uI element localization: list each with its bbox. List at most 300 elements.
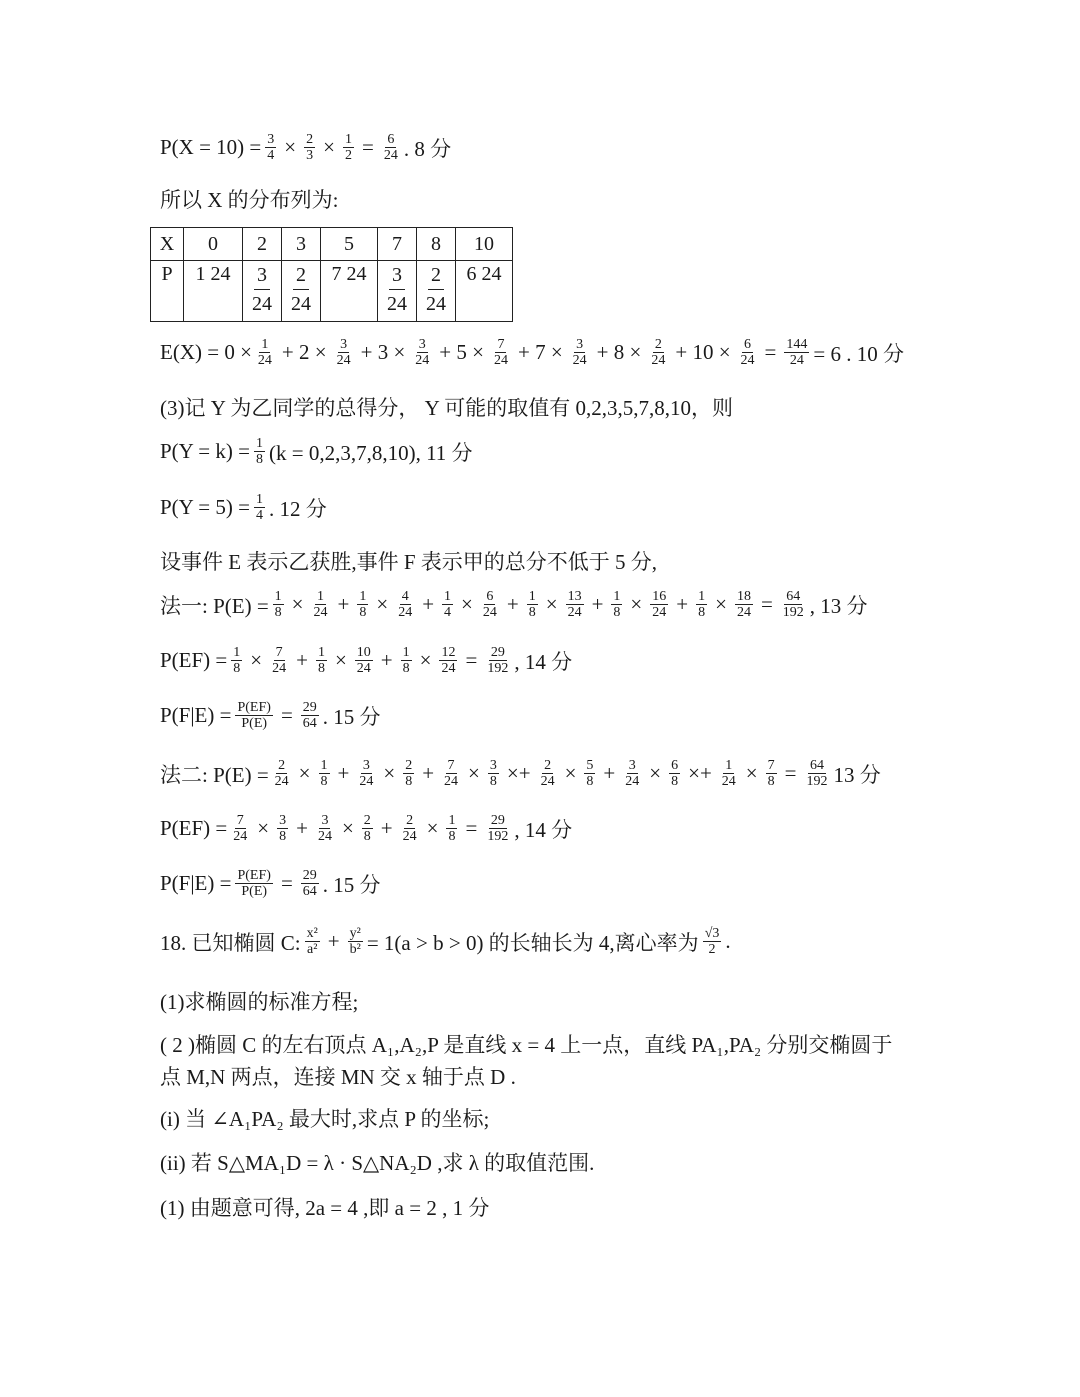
operator: + 2 ×: [281, 340, 327, 364]
q18-pre: 18. 已知椭圆 C:: [160, 930, 301, 955]
cell: P: [151, 261, 184, 322]
num: 2: [428, 261, 444, 290]
tail: , 13 分: [809, 593, 868, 618]
operator: ×: [383, 761, 396, 785]
times: ×: [323, 135, 335, 159]
fraction: [254, 492, 265, 523]
times: ×: [715, 592, 727, 616]
lhs: 法一: P(E) =: [160, 593, 269, 618]
den: 8: [359, 605, 367, 620]
den: 192: [782, 605, 804, 620]
cell: [282, 261, 321, 322]
den: P(E): [241, 884, 268, 899]
den: 8: [317, 661, 325, 676]
num: 2: [544, 758, 552, 773]
num: x²: [306, 926, 318, 941]
num: 3: [418, 337, 426, 352]
fraction: [720, 758, 738, 789]
cell: 7 24: [321, 261, 378, 322]
den: 24: [313, 605, 328, 620]
cell: 0: [184, 228, 243, 261]
fraction: [301, 700, 319, 731]
equals: =: [280, 703, 293, 727]
den: 24: [651, 353, 666, 368]
den: 24: [398, 605, 413, 620]
lhs: P(EF) =: [160, 816, 228, 840]
operator: +: [337, 761, 350, 785]
method1-pfe: [160, 700, 381, 731]
den: 24: [740, 353, 755, 368]
times: ×: [630, 592, 643, 616]
fraction: [485, 813, 510, 844]
operator: ×+: [506, 761, 531, 785]
num: 29: [490, 813, 505, 828]
den: 4: [444, 605, 452, 620]
num: 1: [261, 337, 269, 352]
fraction: [766, 758, 777, 789]
den: 24: [272, 661, 287, 676]
cell: X: [151, 228, 184, 261]
num: 3: [489, 758, 497, 773]
num: 6: [387, 132, 395, 147]
den: 24: [387, 293, 407, 315]
fraction: [316, 813, 334, 844]
den: 192: [487, 829, 509, 844]
method2-pef: [160, 813, 572, 844]
fraction: [571, 337, 589, 368]
num: 2: [406, 813, 414, 828]
q18-solution-text: (1) 由题意可得, 2a = 4 ,即 a = 2 , 1 分: [160, 1196, 490, 1220]
num: 3: [267, 132, 275, 147]
num: 64: [786, 589, 801, 604]
cell: 10: [456, 228, 513, 261]
distribution-table: [150, 227, 513, 322]
fraction: [235, 868, 272, 899]
den: 2: [344, 148, 352, 163]
fraction: [584, 758, 595, 789]
num: 6: [671, 758, 679, 773]
num: 3: [389, 261, 405, 290]
plus: +: [506, 592, 519, 616]
den: 24: [317, 829, 332, 844]
den: 4: [267, 148, 275, 163]
fraction: [739, 337, 757, 368]
num: √3: [704, 926, 720, 941]
num: 7: [275, 645, 283, 660]
fraction: [273, 758, 291, 789]
cell: 7: [378, 228, 417, 261]
den: 24: [415, 353, 430, 368]
pyk-lhs: P(Y = k) =: [160, 439, 250, 463]
den: 3: [306, 148, 314, 163]
num: 3: [628, 758, 636, 773]
operator: + 8 ×: [596, 340, 642, 364]
num: 144: [786, 337, 808, 352]
fraction: [396, 589, 414, 620]
den: 24: [567, 605, 582, 620]
den: 24: [233, 829, 248, 844]
fraction: [265, 132, 276, 163]
fraction: [316, 645, 327, 676]
num: 64: [809, 758, 824, 773]
fraction: [442, 758, 460, 789]
events-text: 设事件 E 表示乙获胜,事件 F 表示甲的总分不低于 5 分,: [160, 550, 658, 574]
num: 3: [279, 813, 287, 828]
plus: +: [380, 648, 393, 672]
fraction: [439, 645, 457, 676]
events-line: [160, 546, 657, 576]
den: 24: [736, 605, 751, 620]
den: 24: [274, 774, 289, 789]
lhs: 法二: P(E) =: [160, 762, 269, 787]
lhs: P(F|E) =: [160, 703, 232, 727]
den: b²: [349, 942, 361, 957]
num: 1: [256, 436, 263, 451]
q18-part-i-text: (i) 当 ∠A₁PA₂ 最大时,求点 P 的坐标;: [160, 1107, 490, 1131]
num: 29: [302, 700, 317, 715]
cell: 2: [243, 228, 282, 261]
den: 24: [426, 293, 446, 315]
num: 1: [725, 758, 733, 773]
tail: . 15 分: [322, 704, 381, 729]
num: 2: [405, 758, 413, 773]
fraction: [784, 337, 809, 368]
operator: + 7 ×: [517, 340, 563, 364]
den: 24: [444, 774, 459, 789]
table-row-p: [151, 261, 513, 322]
px10-lhs: P(X = 10) =: [160, 135, 262, 159]
num: 4: [401, 589, 409, 604]
num: 1: [444, 589, 452, 604]
fraction: [252, 261, 272, 318]
dist-intro: [160, 184, 339, 214]
num: 16: [652, 589, 667, 604]
ex-tail: = 6 . 10 分: [813, 341, 904, 366]
plus: +: [337, 592, 350, 616]
fraction: [401, 645, 412, 676]
fraction: [231, 645, 242, 676]
num: 1: [317, 589, 325, 604]
den: 24: [625, 774, 640, 789]
fraction: [387, 261, 407, 318]
num: 29: [302, 868, 317, 883]
operator: ×: [468, 761, 480, 785]
den: 8: [671, 774, 679, 789]
den: 8: [256, 452, 263, 467]
num: 1: [402, 645, 410, 660]
times: ×: [291, 592, 304, 616]
fraction: [254, 436, 265, 467]
fraction: [696, 589, 707, 620]
fraction: [256, 337, 274, 368]
fraction: [566, 589, 584, 620]
cell: [243, 261, 282, 322]
expectation-line: [160, 337, 904, 368]
q18-solution: [160, 1192, 489, 1222]
fraction: [485, 645, 510, 676]
num: 1: [448, 813, 456, 828]
den: 24: [336, 353, 351, 368]
fraction: [231, 813, 249, 844]
fraction: [305, 926, 320, 957]
fraction: [539, 758, 557, 789]
equals: =: [764, 340, 777, 364]
num: P(EF): [237, 868, 271, 883]
operator: ×: [745, 761, 758, 785]
den: 24: [257, 353, 272, 368]
den: 2: [708, 942, 716, 957]
cell: 8: [417, 228, 456, 261]
operator: =: [784, 761, 797, 785]
fraction: [403, 758, 414, 789]
num: 1: [613, 589, 621, 604]
den: 192: [806, 774, 828, 789]
equals: =: [465, 648, 478, 672]
den: 8: [274, 605, 282, 620]
fraction: [669, 758, 680, 789]
den: 24: [291, 293, 311, 315]
num: 6: [744, 337, 752, 352]
den: 24: [383, 148, 398, 163]
fraction: [301, 868, 319, 899]
num: 1: [359, 589, 367, 604]
q18-end: .: [725, 929, 731, 953]
num: 2: [654, 337, 662, 352]
fraction: [401, 813, 419, 844]
den: 8: [363, 829, 371, 844]
operator: ×: [649, 761, 662, 785]
plus: +: [327, 929, 340, 953]
equals: =: [280, 871, 293, 895]
method1-pe: [160, 589, 868, 620]
fraction: [343, 132, 354, 163]
fraction: [649, 337, 667, 368]
plus: +: [296, 648, 308, 672]
fraction: [362, 813, 373, 844]
q18-line: [160, 926, 731, 957]
den: 8: [233, 661, 241, 676]
den: 24: [356, 661, 371, 676]
den: 24: [482, 605, 497, 620]
num: 3: [321, 813, 329, 828]
py5-line: [160, 492, 327, 523]
den: 8: [279, 829, 287, 844]
times: ×: [376, 592, 389, 616]
cell: 6 24: [456, 261, 513, 322]
py5-lhs: P(Y = 5) =: [160, 495, 250, 519]
cell: 5: [321, 228, 378, 261]
num: 1: [344, 132, 352, 147]
num: 1: [256, 492, 263, 507]
den: 24: [252, 293, 272, 315]
num: 5: [586, 758, 594, 773]
tail: , 14 分: [514, 649, 573, 674]
pyk-rest: (k = 0,2,3,7,8,10), 11 分: [269, 440, 473, 465]
fraction: [611, 589, 622, 620]
fraction: [291, 261, 311, 318]
fraction: [703, 926, 722, 957]
pyk-line: [160, 436, 473, 467]
den: 8: [528, 605, 536, 620]
method2-pfe: [160, 868, 381, 899]
fraction: [348, 926, 363, 957]
den: 8: [698, 605, 706, 620]
num: 18: [736, 589, 751, 604]
num: 1: [274, 589, 282, 604]
den: 24: [652, 605, 667, 620]
num: 1: [320, 758, 328, 773]
num: 7: [497, 337, 505, 352]
fraction: [382, 132, 400, 163]
operator: +: [422, 761, 435, 785]
fraction: [304, 132, 315, 163]
num: 6: [486, 589, 494, 604]
fraction: [650, 589, 668, 620]
operator: +: [603, 761, 616, 785]
num: 1: [528, 589, 536, 604]
fraction: [781, 589, 806, 620]
q18-part1-text: (1)求椭圆的标准方程;: [160, 990, 359, 1014]
cell: 1 24: [184, 261, 243, 322]
fraction: [335, 337, 353, 368]
times: ×: [257, 816, 270, 840]
num: 2: [278, 758, 286, 773]
den: 24: [540, 774, 555, 789]
fraction: [426, 261, 446, 318]
num: 2: [293, 261, 309, 290]
fraction: [273, 589, 284, 620]
num: 7: [767, 758, 775, 773]
fraction: [235, 700, 272, 731]
num: y²: [349, 926, 361, 941]
fraction: [277, 813, 288, 844]
fraction: [357, 589, 368, 620]
q18-part1: [160, 986, 358, 1016]
den: 8: [402, 661, 410, 676]
num: 3: [576, 337, 584, 352]
num: 3: [340, 337, 348, 352]
px10-line: [160, 132, 451, 163]
ex-lhs: E(X) = 0 ×: [160, 340, 252, 364]
num: 3: [362, 758, 370, 773]
num: 7: [447, 758, 455, 773]
q18-part-i: [160, 1103, 489, 1133]
equals: =: [760, 592, 773, 616]
y-intro-text: (3)记 Y 为乙同学的总得分， Y 可能的取值有 0,2,3,5,7,8,10，则: [160, 396, 734, 420]
num: 12: [441, 645, 456, 660]
den: 64: [302, 884, 317, 899]
tail: . 15 分: [322, 872, 381, 897]
cell: 3: [282, 228, 321, 261]
times: ×: [250, 648, 263, 672]
num: 1: [698, 589, 706, 604]
times: ×: [461, 592, 473, 616]
num: 3: [254, 261, 270, 290]
den: 24: [493, 353, 508, 368]
num: 10: [356, 645, 371, 660]
operator: ×: [298, 761, 311, 785]
den: 8: [613, 605, 621, 620]
q18-mid: = 1(a > b > 0) 的长轴长为 4,离心率为: [366, 930, 699, 955]
fraction: [446, 813, 457, 844]
den: 24: [721, 774, 736, 789]
plus: +: [296, 816, 308, 840]
den: P(E): [241, 716, 268, 731]
fraction: [623, 758, 641, 789]
den: 8: [448, 829, 456, 844]
operator: + 10 ×: [675, 340, 731, 364]
plus: +: [676, 592, 689, 616]
den: 64: [302, 716, 317, 731]
plus: +: [380, 816, 393, 840]
den: 192: [487, 661, 509, 676]
times: ×: [545, 592, 558, 616]
den: 24: [789, 353, 804, 368]
num: 1: [317, 645, 325, 660]
fraction: [481, 589, 499, 620]
num: 2: [306, 132, 314, 147]
tail: , 14 分: [514, 817, 573, 842]
fraction: [413, 337, 431, 368]
times: ×: [334, 648, 347, 672]
times: ×: [341, 816, 354, 840]
num: 1: [233, 645, 241, 660]
fraction: [492, 337, 510, 368]
den: a²: [306, 942, 318, 957]
py5-rest: . 12 分: [269, 496, 327, 521]
lhs: P(F|E) =: [160, 871, 232, 895]
den: 8: [320, 774, 328, 789]
plus: +: [422, 592, 435, 616]
den: 24: [402, 829, 417, 844]
q18-part-ii: [160, 1147, 594, 1177]
den: 8: [586, 774, 594, 789]
q18-part-ii-text: (ii) 若 S△MA₁D = λ · S△NA₂D ,求 λ 的取值范围.: [160, 1151, 595, 1175]
lhs: P(EF) =: [160, 648, 228, 672]
den: 24: [441, 661, 456, 676]
q18-part2: [160, 1029, 920, 1093]
fraction: [442, 589, 453, 620]
den: 8: [767, 774, 775, 789]
operator: + 5 ×: [439, 340, 484, 364]
den: 8: [405, 774, 413, 789]
y-intro: [160, 392, 733, 422]
times: ×: [284, 135, 297, 159]
equals: =: [465, 816, 478, 840]
fraction: [735, 589, 753, 620]
den: 8: [489, 774, 497, 789]
q18-part2-line2: 点 M,N 两点，连接 MN 交 x 轴于点 D .: [160, 1065, 516, 1089]
den: 24: [572, 353, 587, 368]
score: . 8 分: [403, 136, 452, 161]
equals: =: [361, 135, 374, 159]
fraction: [355, 645, 373, 676]
tail: 13 分: [833, 762, 881, 787]
fraction: [312, 589, 330, 620]
num: 13: [567, 589, 582, 604]
cell: [417, 261, 456, 322]
times: ×: [419, 648, 432, 672]
operator: + 3 ×: [360, 340, 406, 364]
fraction: [804, 758, 829, 789]
num: 7: [236, 813, 244, 828]
den: 4: [256, 508, 263, 523]
cell: [378, 261, 417, 322]
q18-part2-line1: ( 2 )椭圆 C 的左右顶点 A₁,A₂,P 是直线 x = 4 上一点，直线 PA₁,PA₂ 分别交椭圆于: [160, 1033, 893, 1057]
dist-intro-text: 所以 X 的分布列为:: [160, 188, 339, 212]
den: 24: [359, 774, 374, 789]
num: 29: [490, 645, 505, 660]
